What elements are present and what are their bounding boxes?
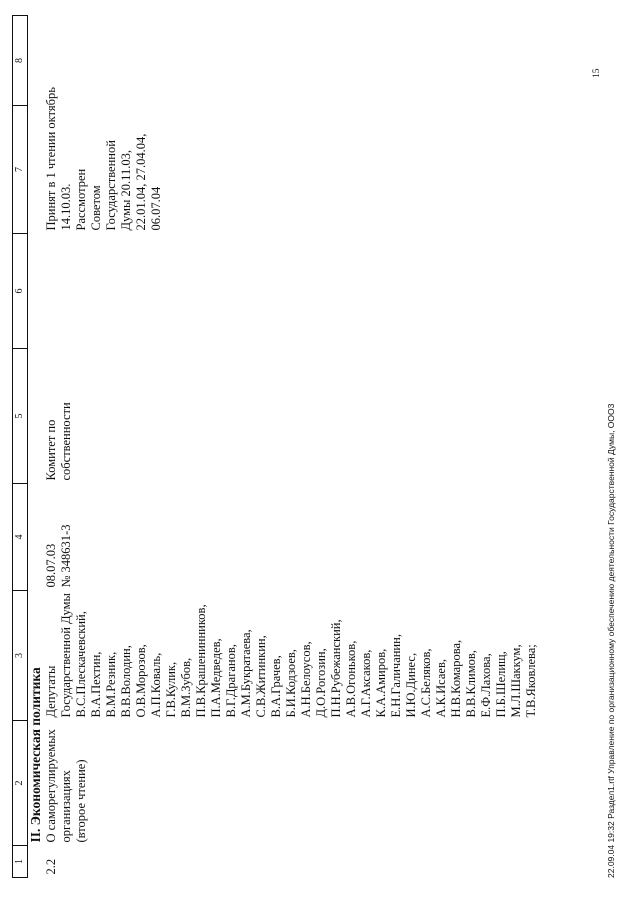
column-number: 4 bbox=[13, 484, 28, 591]
author-line: В.А.Пехтин, bbox=[89, 651, 104, 718]
status-line: Советом bbox=[89, 185, 104, 231]
status-line: Думы 20.11.03, bbox=[119, 150, 134, 231]
author-line: И.Ю.Динес, bbox=[404, 652, 419, 718]
author-line: Н.В.Комарова, bbox=[449, 639, 464, 718]
table-row bbox=[44, 16, 539, 878]
status-line: 22.01.04, 27.04.04, bbox=[134, 133, 149, 231]
author-line: А.Н.Белоусов, bbox=[299, 641, 314, 718]
author-line: Г.В.Кулик, bbox=[164, 661, 179, 718]
bill-title bbox=[44, 721, 539, 846]
author-line: Е.Ф.Лахова, bbox=[479, 653, 494, 718]
column-number: 6 bbox=[13, 234, 28, 349]
section-heading-row bbox=[28, 16, 45, 878]
author-line: Депутаты bbox=[44, 665, 59, 718]
author-line: Т.В.Яковлева; bbox=[524, 644, 539, 718]
registration-date: 08.07.03 bbox=[44, 543, 59, 588]
author-line: В.В.Климов, bbox=[464, 650, 479, 718]
status-line: Рассмотрен bbox=[74, 168, 89, 231]
author-line: П.В.Крашенинников, bbox=[194, 604, 209, 718]
page-number: 15 bbox=[592, 68, 602, 78]
status-line: Государственной bbox=[104, 140, 119, 231]
column-number: 3 bbox=[13, 591, 28, 721]
author-line: М.Л.Шаккум, bbox=[509, 644, 524, 718]
author-line: Е.Н.Галичанин, bbox=[389, 634, 404, 718]
status-line: 14.10.03. bbox=[59, 183, 74, 231]
author-line: В.Г.Драганов, bbox=[224, 644, 239, 718]
author-line: В.С.Плескачевский, bbox=[74, 611, 89, 718]
bill-title-line: организациях bbox=[59, 770, 74, 843]
author-line: В.М.Резник, bbox=[104, 651, 119, 718]
author-line: А.В.Огоньков, bbox=[344, 640, 359, 718]
section-title: II. Экономическая политика bbox=[28, 667, 43, 843]
author-line: А.С.Беляков, bbox=[419, 648, 434, 718]
registration-number: № 348631-3 bbox=[59, 524, 74, 588]
status-line: 06.07.04 bbox=[149, 186, 164, 231]
author-line: О.В.Морозов, bbox=[134, 644, 149, 718]
author-line: В.В.Володин, bbox=[119, 645, 134, 718]
registration-info bbox=[44, 484, 539, 591]
committee-line: собственности bbox=[59, 402, 74, 481]
author-line: В.М.Зубов, bbox=[179, 657, 194, 718]
author-line: Б.И.Кодзоев, bbox=[284, 649, 299, 718]
column-number: 1 bbox=[13, 846, 28, 878]
column-number-row bbox=[13, 16, 28, 878]
author-line: Д.О.Рогозин, bbox=[314, 648, 329, 718]
column-6-cell bbox=[44, 234, 539, 349]
author-line: В.А.Грачев, bbox=[269, 655, 284, 718]
status-line: Принят в 1 чтении октябрь bbox=[44, 87, 59, 231]
responsible-committee bbox=[44, 349, 539, 484]
author-line: П.Б.Шелищ, bbox=[494, 651, 509, 718]
row-number: 2.2 bbox=[44, 858, 59, 875]
committee-line: Комитет по bbox=[44, 419, 59, 481]
bill-title-line: (второе чтение) bbox=[74, 759, 89, 843]
column-number: 5 bbox=[13, 349, 28, 484]
column-8-cell bbox=[44, 16, 539, 106]
author-line: А.П.Коваль, bbox=[149, 652, 164, 718]
legislation-table bbox=[12, 15, 539, 878]
column-number: 7 bbox=[13, 106, 28, 234]
author-line: П.Н.Рубежанский, bbox=[329, 619, 344, 718]
column-number: 8 bbox=[13, 16, 28, 106]
bill-authors bbox=[44, 591, 539, 721]
bill-status bbox=[44, 87, 539, 234]
document-footer: 22.09.04 19:32 Раздел1.rtf Управление по организационному обеспечению деятельности Государственной Думы, ООО3 bbox=[606, 403, 616, 878]
bill-title-line: О саморегулируемых bbox=[44, 729, 59, 843]
author-line: А.К.Исаев, bbox=[434, 659, 449, 718]
author-line: Государственной Думы bbox=[59, 593, 74, 718]
author-line: С.В.Житинкин, bbox=[254, 635, 269, 718]
column-number: 2 bbox=[13, 721, 28, 846]
author-line: К.А.Амиров, bbox=[374, 648, 389, 718]
author-line: А.Г.Аксаков, bbox=[359, 649, 374, 718]
author-line: А.М.Букратаева, bbox=[239, 629, 254, 718]
author-line: П.А.Медведев, bbox=[209, 638, 224, 718]
